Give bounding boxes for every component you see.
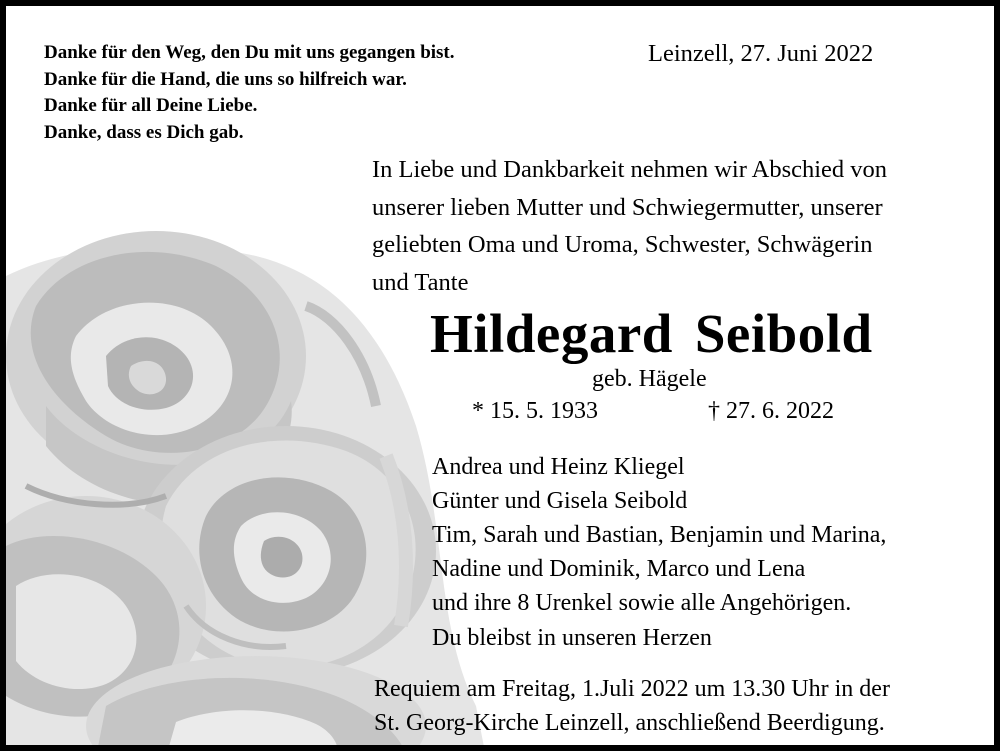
mourner-line: Günter und Gisela Seibold <box>432 488 688 514</box>
place-date: Leinzell, 27. Juni 2022 <box>648 40 874 67</box>
intro-line: unserer lieben Mutter und Schwiegermutter, unserer <box>372 193 883 221</box>
requiem-line: St. Georg-Kirche Leinzell, anschließend Beerdigung. <box>374 710 885 736</box>
mourner-line: und ihre 8 Urenkel sowie alle Angehörigen. <box>432 590 852 616</box>
mourner-line: Tim, Sarah und Bastian, Benjamin und Marina, <box>432 522 887 548</box>
intro-line: In Liebe und Dankbarkeit nehmen wir Abschied von <box>372 156 888 183</box>
mourner-line: Andrea und Heinz Kliegel <box>432 454 685 480</box>
poem-line: Danke für den Weg, den Du mit uns gegangen bist. <box>44 42 455 63</box>
maiden-name: geb. Hägele <box>592 366 707 392</box>
poem <box>44 40 455 146</box>
poem-line: Danke für all Deine Liebe. <box>44 95 258 116</box>
intro-text <box>372 151 887 301</box>
requiem-info <box>374 672 890 740</box>
farewell-text: Du bleibst in unseren Herzen <box>432 625 712 651</box>
deceased-name <box>430 302 873 365</box>
intro-line: geliebten Oma und Uroma, Schwester, Schwägerin <box>372 231 873 258</box>
mourners-list <box>432 450 886 620</box>
poem-line: Danke für die Hand, die uns so hilfreich war. <box>44 68 407 90</box>
intro-line: und Tante <box>372 268 469 296</box>
mourner-line: Nadine und Dominik, Marco und Lena <box>432 556 806 582</box>
birth-date: * 15. 5. 1933 <box>472 398 598 424</box>
first-name: Hildegard <box>430 303 673 364</box>
death-date: † 27. 6. 2022 <box>708 398 834 424</box>
requiem-line: Requiem am Freitag, 1.Juli 2022 um 13.30 Uhr in der <box>374 676 890 702</box>
poem-line: Danke, dass es Dich gab. <box>44 121 244 143</box>
last-name: Seibold <box>694 303 873 364</box>
